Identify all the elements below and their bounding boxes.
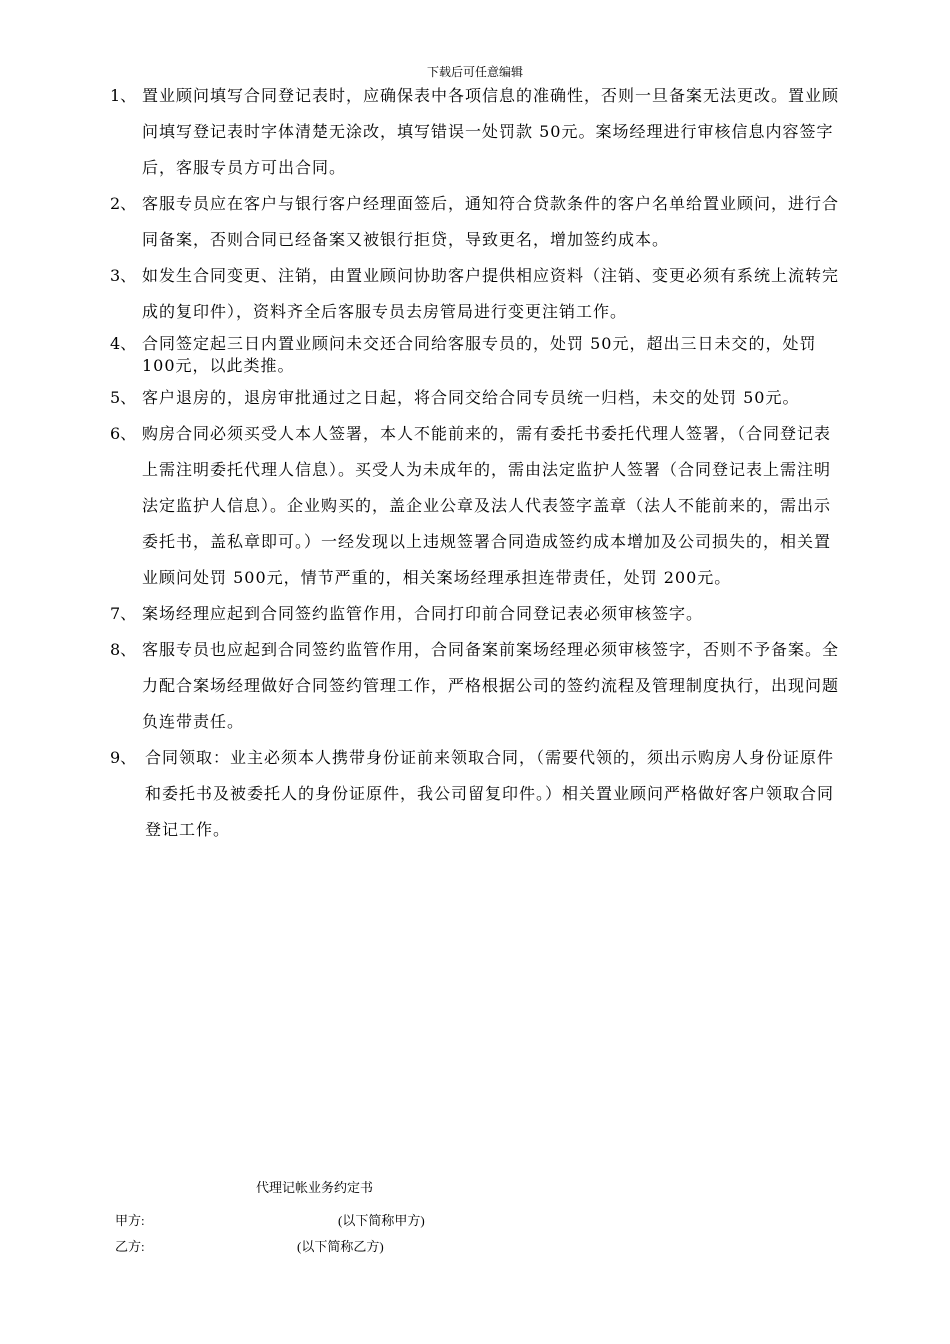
rule-number: 1、 [110,86,137,105]
rule-number: 2、 [110,194,137,213]
party-a-label: 甲方: [115,1213,145,1228]
rule-item-5 [110,380,840,416]
rule-text: 购房合同必须买受人本人签署，本人不能前来的，需有委托书委托代理人签署，（合同登记表上需注明委托代理人信息）。买受人为未成年的，需由法定监护人签署（合同登记表上需注明法定监护人信息）。企业购买的，盖企业公章及法人代表签字盖章（法人不能前来的，需出示委托书，盖私章即可。）一经发现以上违规签署合同造成签约成本增加及公司损失的，相关置业顾问处罚 500元，情节严重的，相关案场经理承担连带责任，处罚 200元。 [142,424,832,587]
rule-text: 案场经理应起到合同签约监管作用，合同打印前合同登记表必须审核签字。 [142,604,704,623]
rule-number: 5、 [110,388,137,407]
rule-item-9 [110,740,840,848]
rule-item-3 [110,258,840,330]
rule-number: 9、 [110,748,137,767]
page-header-note: 下载后可任意编辑 [426,65,523,79]
rule-number: 6、 [110,424,137,443]
rule-text: 置业顾问填写合同登记表时，应确保表中各项信息的准确性，否则一旦备案无法更改。置业顾问填写登记表时字体清楚无涂改，填写错误一处罚款 50元。案场经理进行审核信息内容签字后，客服专员方可出合同。 [142,86,840,177]
rule-item-1 [110,78,840,186]
rule-text: 客户退房的，退房审批通过之日起，将合同交给合同专员统一归档，未交的处罚 50元。 [142,388,800,407]
party-b-label: 乙方: [115,1239,145,1254]
rule-text: 客服专员也应起到合同签约监管作用，合同备案前案场经理必须审核签字，否则不予备案。全力配合案场经理做好合同签约管理工作，严格根据公司的签约流程及管理制度执行，出现问题负连带责任。 [142,640,840,731]
rule-text: 如发生合同变更、注销，由置业顾问协助客户提供相应资料（注销、变更必须有系统上流转完成的复印件），资料齐全后客服专员去房管局进行变更注销工作。 [142,266,840,321]
rules-list [110,78,840,848]
rule-number: 7、 [110,604,137,623]
rule-item-7 [110,596,840,632]
rule-number: 4、 [110,334,137,353]
rule-item-8 [110,632,840,740]
rule-number: 3、 [110,266,137,285]
rule-text: 合同签定起三日内置业顾问未交还合同给客服专员的，处罚 50元，超出三日未交的，处罚100元，以此类推。 [142,334,817,375]
rule-number: 8、 [110,640,137,659]
party-a-note: (以下简称甲方) [338,1213,425,1228]
rule-item-6 [110,416,840,596]
rule-item-4 [110,330,840,380]
party-b-note: (以下简称乙方) [297,1239,384,1254]
rule-text: 客服专员应在客户与银行客户经理面签后，通知符合贷款条件的客户名单给置业顾问，进行合同备案，否则合同已经备案又被银行拒贷，导致更名，增加签约成本。 [142,194,840,249]
rule-text: 合同领取：业主必须本人携带身份证前来领取合同，（需要代领的，须出示购房人身份证原件和委托书及被委托人的身份证原件，我公司留复印件。）相关置业顾问严格做好客户领取合同登记工作。 [145,748,835,839]
rule-item-2 [110,186,840,258]
agreement-title: 代理记帐业务约定书 [256,1180,374,1195]
